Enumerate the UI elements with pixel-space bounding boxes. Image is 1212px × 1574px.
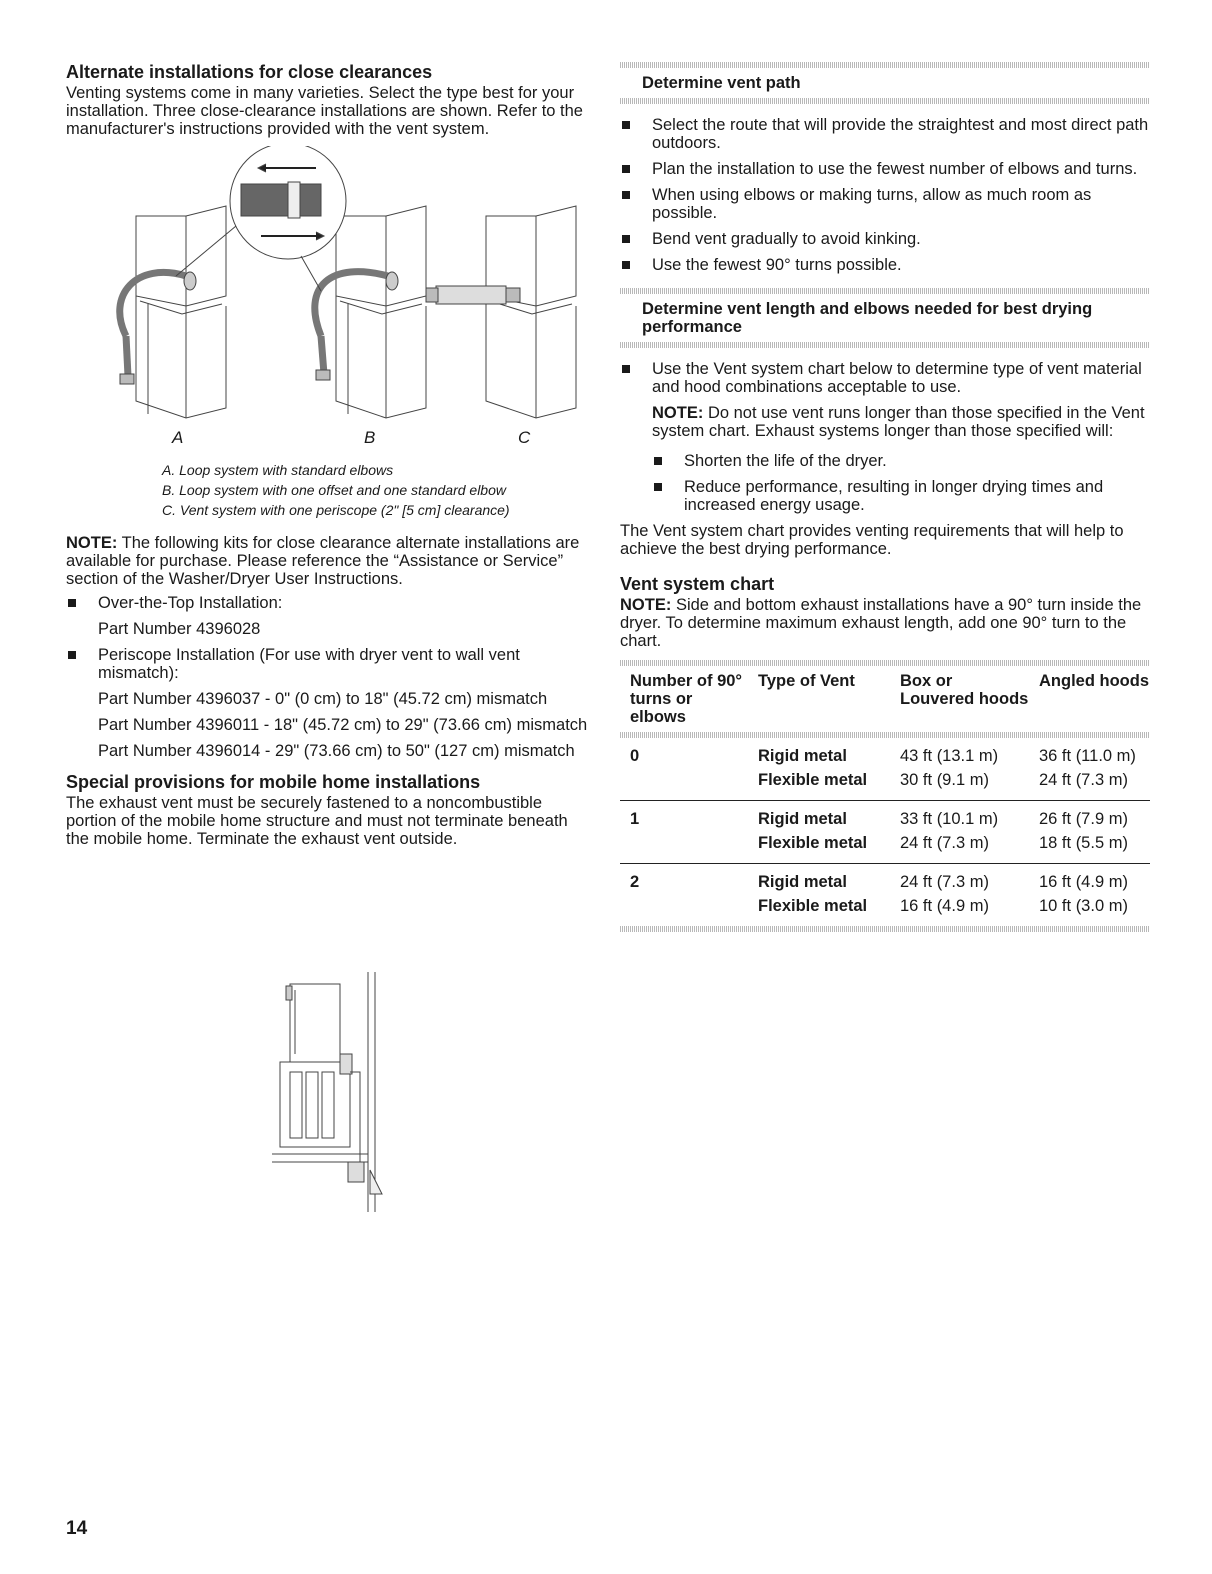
kits-list-2 — [66, 646, 588, 682]
stacked-washer-dryer-a-illustration — [120, 206, 226, 418]
header-vent-type: Type of Vent — [758, 672, 855, 690]
periscope-part-3: Part Number 4396014 - 29" (73.66 cm) to 50" (127 cm) mismatch — [98, 742, 575, 760]
angled-hood-cell: 18 ft (5.5 m) — [1029, 831, 1150, 864]
figure-label-c: C — [518, 428, 531, 447]
periscope-part-2: Part Number 4396011 - 18" (45.72 cm) to 29" (73.66 cm) mismatch — [98, 716, 588, 734]
alt-installations-intro: Venting systems come in many varieties. Select the type best for your installation. Three close-clearance installations are shown. Refer to the manufacturer's instructions provided with the vent system. — [66, 84, 583, 138]
caption-a: A. Loop system with standard elbows — [162, 462, 394, 478]
vent-length-note — [620, 404, 1150, 440]
header-angled-hoods: Angled hoods — [1039, 672, 1149, 690]
table-row — [620, 864, 1150, 895]
vent-path-item: When using elbows or making turns, allow as much room as possible. — [620, 186, 1150, 222]
vent-type-cell: Flexible metal — [758, 897, 868, 915]
vent-length-subitem: Shorten the life of the dryer. — [652, 452, 1150, 470]
right-column — [620, 62, 1150, 932]
caption-c: C. Vent system with one periscope (2" [5 cm] clearance) — [162, 502, 510, 518]
close-clearance-installations-figure — [66, 146, 588, 436]
table-row — [620, 894, 1150, 926]
angled-hood-cell: 26 ft (7.9 m) — [1039, 810, 1128, 828]
left-column — [66, 62, 588, 848]
mobile-home-heading: Special provisions for mobile home installations — [66, 772, 481, 792]
alt-installations-heading: Alternate installations for close clearances — [66, 62, 433, 82]
vent-type-cell: Rigid metal — [758, 873, 847, 891]
vent-magnifier-inset — [176, 146, 346, 291]
kit-over-the-top: Over-the-Top Installation: — [66, 594, 588, 612]
page-number: 14 — [66, 1518, 88, 1539]
vent-type-cell: Flexible metal — [748, 768, 890, 801]
length-note-label: NOTE: — [652, 404, 704, 422]
kit-over-the-top-part: Part Number 4396028 — [98, 620, 261, 638]
table-bottom-rule — [620, 926, 1150, 932]
vent-path-item: Bend vent gradually to avoid kinking. — [620, 230, 1150, 248]
turns-cell: 2 — [630, 873, 640, 891]
section-rule — [620, 98, 1150, 104]
vent-system-table — [620, 666, 1150, 926]
table-row — [620, 831, 1150, 864]
chart-note-label: NOTE: — [620, 596, 672, 614]
mobile-home-installation-figure — [200, 972, 390, 1217]
turns-cell: 0 — [630, 747, 640, 765]
kits-list — [66, 594, 588, 612]
periscope-part-1: Part Number 4396037 - 0" (0 cm) to 18" (45.72 cm) mismatch — [98, 690, 548, 708]
section-rule — [620, 342, 1150, 348]
chart-note-text: Side and bottom exhaust installations have a 90° turn inside the dryer. To determine maximum exhaust length, add one 90° turn to the chart. — [620, 596, 1142, 650]
chart-intro: The Vent system chart provides venting requirements that will help to achieve the best drying performance. — [620, 522, 1124, 558]
vent-type-cell: Flexible metal — [748, 831, 890, 864]
box-hood-cell: 33 ft (10.1 m) — [900, 810, 999, 828]
table-row — [620, 801, 1150, 832]
note-label: NOTE: — [66, 534, 118, 552]
figure-label-b: B — [364, 428, 376, 447]
vent-path-item: Use the fewest 90° turns possible. — [620, 256, 1150, 274]
vent-type-cell: Rigid metal — [758, 747, 847, 765]
table-row — [620, 768, 1150, 801]
vent-length-heading: Determine vent length and elbows needed for best drying performance — [642, 300, 1093, 336]
table-row — [620, 738, 1150, 768]
vent-path-item: Select the route that will provide the straightest and most direct path outdoors. — [620, 116, 1150, 152]
vent-path-item: Plan the installation to use the fewest number of elbows and turns. — [620, 160, 1150, 178]
box-hood-cell: 16 ft (4.9 m) — [900, 897, 989, 915]
vent-path-heading: Determine vent path — [642, 74, 801, 92]
vent-type-cell: Rigid metal — [758, 810, 847, 828]
vent-chart-heading: Vent system chart — [620, 574, 775, 594]
figure-label-a: A — [172, 428, 184, 447]
kits-note — [66, 534, 588, 588]
angled-hood-cell: 10 ft (3.0 m) — [1039, 897, 1128, 915]
vent-path-list — [620, 116, 1150, 274]
figure-captions — [162, 460, 588, 520]
vent-chart-note — [620, 596, 1150, 650]
vent-length-sublist — [652, 452, 1150, 514]
mobile-home-text: The exhaust vent must be securely fastened to a noncombustible portion of the mobile home structure and must not terminate beneath the mobile home. Terminate the exhaust vent outside. — [66, 794, 568, 848]
vent-length-subitem: Reduce performance, resulting in longer drying times and increased energy usage. — [652, 478, 1150, 514]
caption-b: B. Loop system with one offset and one standard elbow — [162, 482, 506, 498]
note-text: The following kits for close clearance alternate installations are available for purchase. Please reference the “Assistance or Service” section of the Washer/Dryer User Instructions. — [66, 534, 580, 588]
turns-cell: 1 — [630, 810, 640, 828]
vent-length-list — [620, 360, 1150, 396]
vent-length-item: Use the Vent system chart below to determine type of vent material and hood combinations acceptable to use. — [620, 360, 1150, 396]
box-hood-cell: 30 ft (9.1 m) — [890, 768, 1029, 801]
box-hood-cell: 24 ft (7.3 m) — [890, 831, 1029, 864]
angled-hood-cell: 16 ft (4.9 m) — [1039, 873, 1128, 891]
stacked-washer-dryer-c-illustration — [426, 206, 576, 418]
kit-periscope: Periscope Installation (For use with dryer vent to wall vent mismatch): — [66, 646, 588, 682]
angled-hood-cell: 24 ft (7.3 m) — [1029, 768, 1150, 801]
box-hood-cell: 43 ft (13.1 m) — [900, 747, 999, 765]
header-turns: Number of 90° turns or elbows — [630, 672, 743, 726]
table-header-row — [620, 666, 1150, 732]
length-note-text: Do not use vent runs longer than those specified in the Vent system chart. Exhaust systems longer than those specified will: — [652, 404, 1145, 440]
box-hood-cell: 24 ft (7.3 m) — [900, 873, 989, 891]
angled-hood-cell: 36 ft (11.0 m) — [1039, 747, 1136, 765]
header-box-hoods: Box or Louvered hoods — [900, 672, 1029, 708]
